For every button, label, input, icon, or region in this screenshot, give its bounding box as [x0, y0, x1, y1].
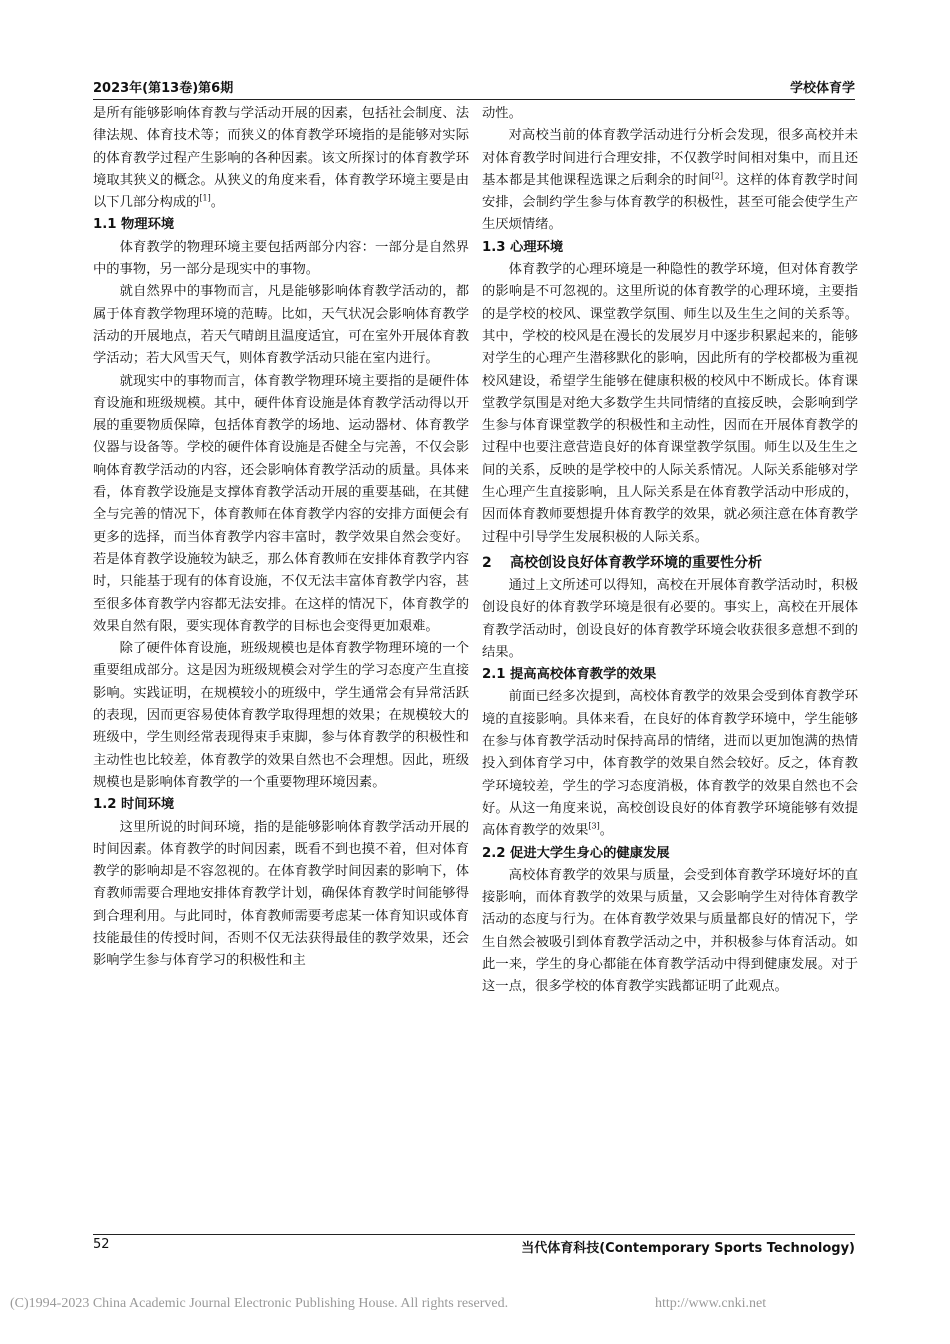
copyright-text: (C)1994-2023 China Academic Journal Electronic Publishing House. All rights reserved. [10, 1296, 509, 1311]
section-heading-1-2: 1.2 时间环境 [93, 797, 175, 813]
journal-name: 当代体育科技(Contemporary Sports Technology) [521, 1241, 855, 1256]
cnki-url[interactable]: http://www.cnki.net [655, 1296, 767, 1311]
citation[interactable]: [3] [588, 821, 600, 831]
page-footer [93, 1237, 855, 1256]
paragraph: 是所有能够影响体育教与学活动开展的因素，包括社会制度、法律法规、体育技术等；而狭义的体育教学环境指的是能够对实际的体育教学过程产生影响的各种因素。该文所探讨的体育教学环境取其狭义的概念。从狭义的角度来看，体育教学环境主要是由以下几部分构成的[1]。 [93, 106, 469, 211]
section-heading-1-1: 1.1 物理环境 [93, 217, 175, 233]
paragraph: 前面已经多次提到，高校体育教学的效果会受到体育教学环境的直接影响。具体来看，在良好的体育教学环境中，学生能够在参与体育教学活动时保持高昂的情绪，进而以更加饱满的热情投入到体育学习中，体育教学的效果自然会较好。反之，体育教学环境较差，学生的学习态度消极，体育教学的效果自然也不会好。从这一角度来说，高校创设良好的体育教学环境能够有效提高体育教学的效果[3]。 [482, 689, 858, 839]
paragraph: 这里所说的时间环境，指的是能够影响体育教学活动开展的时间因素。体育教学的时间因素，既看不到也摸不着，但对体育教学的影响却是不容忽视的。在体育教学时间因素的影响下，体育教师需要合理地安排体育教学计划，确保体育教学时间能够得到合理利用。与此同时，体育教师需要考虑某一体育知识或体育技能最佳的传授时间，否则不仅无法获得最佳的教学效果，还会影响学生参与体育学习的积极性和主 [93, 819, 469, 969]
journal-section: 学校体育学 [789, 81, 855, 96]
paragraph: 体育教学的心理环境是一种隐性的教学环境，但对体育教学的影响是不可忽视的。这里所说的体育教学的心理环境，主要指的是学校的校风、课堂教学氛围、师生以及生生之间的关系等。其中，学校的校风是在漫长的发展岁月中逐步积累起来的，能够对学生的心理产生潜移默化的影响，因此所有的学校都极为重视校风建设，希望学生能够在健康积极的校风中不断成长。体育课堂教学氛围是对绝大多数学生共同情绪的直接反映，会影响到学生参与体育课堂教学的积极性和主动性，因而在开展体育教学的过程中也要注意营造良好的体育课堂教学氛围。师生以及生生之间的关系，反映的是学校中的人际关系情况。人际关系能够对学生心理产生直接影响，且人际关系是在体育教学活动中形成的，因而体育教师要想提升体育教学的效果，就必须注意在体育教学过程中引导学生发展积极的人际关系。 [482, 262, 858, 545]
paragraph: 除了硬件体育设施，班级规模也是体育教学物理环境的一个重要组成部分。这是因为班级规模会对学生的学习态度产生直接影响。实践证明，在规模较小的班级中，学生通常会有异常活跃的表现，因而更容易使体育教学取得理想的效果；在规模较大的班级中，学生则经常表现得束手束脚，参与体育教学的积极性和主动性也比较差，体育教学的效果自然也不会理想。因此，班级规模也是影响体育教学的一个重要物理环境因素。 [93, 641, 469, 790]
citation[interactable]: [1] [199, 193, 211, 203]
footer-rule [93, 1234, 855, 1235]
paragraph: 对高校当前的体育教学活动进行分析会发现，很多高校并未对体育教学时间进行合理安排，不仅教学时间相对集中，而且还基本都是其他课程选课之后剩余的时间[2]。这样的体育教学时间安排，会制约学生参与体育教学的积极性，甚至可能会使学生产生厌烦情绪。 [482, 128, 859, 233]
section-heading-2-2: 2.2 促进大学生身心的健康发展 [482, 845, 670, 861]
copyright-watermark [10, 1296, 950, 1312]
paragraph: 高校体育教学的效果与质量，会受到体育教学环境好坏的直接影响，而体育教学的效果与质量，又会影响学生对待体育教学活动的态度与行为。在体育教学效果与质量都良好的情况下，学生自然会被吸引到体育教学活动之中，并积极参与体育活动。如此一来，学生的身心都能在体育教学活动中得到健康发展。对于这一点，很多学校的体育教学实践都证明了此观点。 [482, 867, 858, 995]
right-column [482, 103, 858, 999]
section-heading-2-1: 2.1 提高高校体育教学的效果 [482, 667, 657, 683]
paragraph: 通过上文所述可以得知，高校在开展体育教学活动时，积极创设良好的体育教学环境是很有必要的。事实上，高校在开展体育教学活动时，创设良好的体育教学环境会收获很多意想不到的结果。 [482, 577, 858, 660]
journal-issue: 2023年(第13卷)第6期 [93, 81, 234, 96]
paragraph: 就现实中的事物而言，体育教学物理环境主要指的是硬件体育设施和班级规模。其中，硬件体育设施是体育教学活动得以开展的重要物质保障，包括体育教学的场地、运动器材、体育教学仪器与设备等。学校的硬件体育设施是否健全与完善，不仅会影响体育教学活动的内容，还会影响体育教学活动的质量。具体来看，体育教学设施是支撑体育教学活动开展的重要基础，在其健全与完善的情况下，体育教师在体育教学内容的安排方面便会有更多的选择，而当体育教学内容丰富时，教学效果自然会变好。若是体育教学设施较为缺乏，那么体育教师在安排体育教学内容时，只能基于现有的体育设施，不仅无法丰富体育教学内容，甚至很多体育教学内容都无法安排。在这样的情况下，体育教学的效果自然有限，要实现体育教学的目标也会变得更加艰难。 [93, 373, 469, 634]
section-heading-1-3: 1.3 心理环境 [482, 239, 564, 255]
left-column [93, 103, 469, 973]
paragraph: 就自然界中的事物而言，凡是能够影响体育教学活动的，都属于体育教学物理环境的范畴。比如，天气状况会影响体育教学活动的开展地点，若天气晴朗且温度适宜，可在室外开展体育教学活动；若大风雪天气，则体育教学活动只能在室内进行。 [93, 284, 469, 367]
page-header [93, 74, 855, 96]
citation[interactable]: [2] [711, 171, 723, 181]
paragraph: 动性。 [482, 106, 522, 121]
paragraph: 体育教学的物理环境主要包括两部分内容：一部分是自然界中的事物，另一部分是现实中的事物。 [93, 239, 469, 278]
section-heading-2: 2 高校创设良好体育教学环境的重要性分析 [482, 554, 762, 571]
page-number: 52 [93, 1237, 110, 1252]
header-rule [93, 99, 855, 100]
